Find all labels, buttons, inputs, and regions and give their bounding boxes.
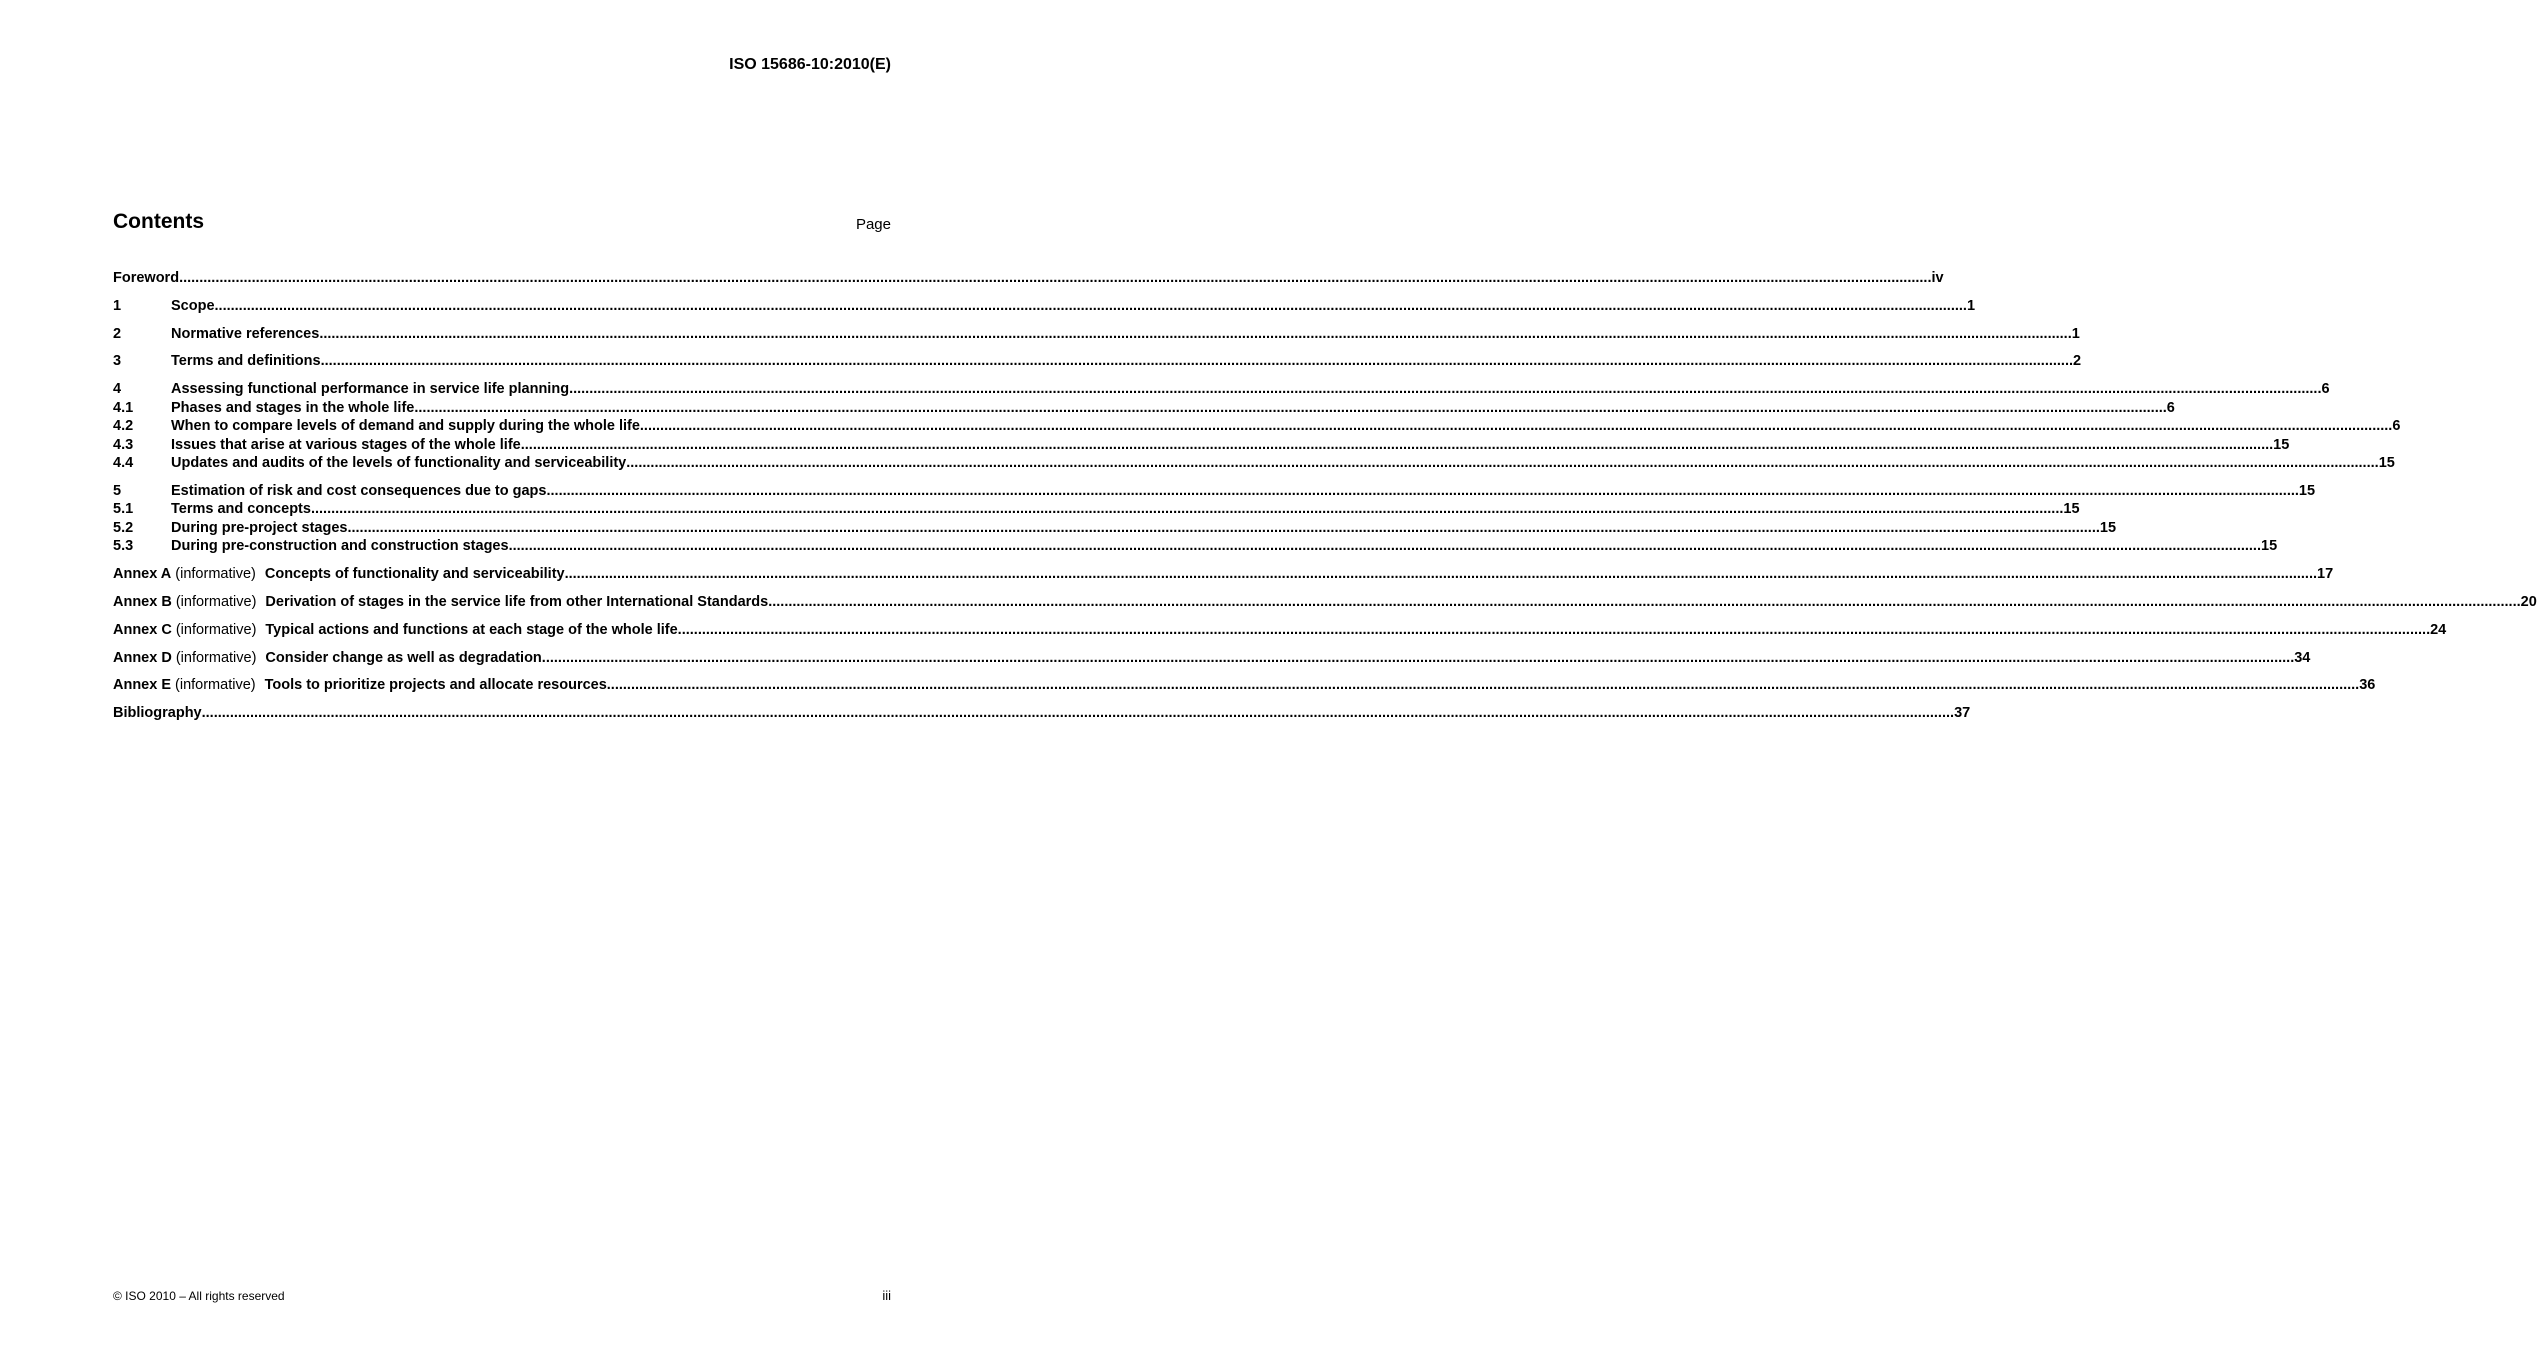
toc-entry-title: Assessing functional performance in service life planning	[171, 381, 570, 398]
toc-entry-page: 20	[2520, 594, 2537, 611]
toc-entry-scope[interactable]	[113, 297, 1976, 316]
toc-entry-number: 4.2	[113, 418, 134, 435]
toc-entry-section-4-4[interactable]	[113, 454, 2395, 473]
toc-entry-page: 37	[1954, 705, 1971, 722]
dot-leader	[542, 649, 2294, 668]
toc-entry-number: 4.1	[113, 399, 134, 416]
toc-entry-section-5-3[interactable]	[113, 537, 2278, 556]
dot-leader	[202, 704, 1954, 723]
annex-id: Annex E	[113, 677, 172, 694]
toc-entry-number: 5.1	[113, 501, 134, 518]
annex-id: Annex C	[113, 621, 172, 638]
toc-entry-title: Updates and audits of the levels of functionality and serviceability	[171, 455, 627, 472]
toc-entry-title: During pre-construction and construction stages	[171, 538, 509, 555]
toc-entry-number: 4.3	[113, 436, 134, 453]
toc-entry-section-4[interactable]	[113, 380, 2330, 399]
toc-entry-page: 15	[2273, 436, 2290, 453]
dot-leader	[546, 482, 2298, 501]
toc-entry-section-4-2[interactable]	[113, 417, 2401, 436]
toc-entry-title: Issues that arise at various stages of the whole life	[171, 436, 521, 453]
annex-id: Annex A	[113, 566, 172, 583]
toc-entry-number: 5.3	[113, 538, 134, 555]
toc-entry-page: 15	[2063, 501, 2080, 518]
dot-leader	[768, 593, 2520, 612]
toc-entry-section-5-2[interactable]	[113, 519, 2117, 538]
toc-entry-annex-e[interactable]	[113, 676, 2376, 695]
toc-entry-page: 15	[2378, 455, 2395, 472]
toc-entry-number: 2	[113, 325, 122, 342]
dot-leader	[509, 537, 2261, 556]
toc-entry-section-4-3[interactable]	[113, 436, 2290, 455]
toc-entry-number: 4.4	[113, 455, 134, 472]
dot-leader	[215, 297, 1967, 316]
toc-entry-page: 1	[2071, 325, 2080, 342]
toc-entry-title: Scope	[171, 297, 215, 314]
toc-entry-page: 1	[1966, 297, 1976, 314]
page-column-label: Page	[855, 216, 891, 233]
annex-kind: (informative)	[175, 566, 256, 583]
toc-entry-title: Tools to prioritize projects and allocate resources	[264, 677, 607, 694]
toc-entry-title: Foreword	[113, 270, 180, 286]
toc-entry-title: When to compare levels of demand and supply during the whole life	[171, 418, 640, 435]
toc-entry-page: 24	[2430, 621, 2447, 638]
toc-entry-page: 2	[2073, 353, 2082, 370]
toc-entry-annex-b[interactable]	[113, 593, 2537, 612]
dot-leader	[319, 325, 2071, 344]
toc-entry-title: Concepts of functionality and serviceability	[264, 566, 565, 583]
dot-leader	[565, 565, 2317, 584]
contents-heading: Contents	[113, 210, 204, 233]
page-number: iii	[882, 1288, 891, 1303]
toc-entry-number: 3	[113, 353, 122, 370]
toc-entry-annex-c[interactable]	[113, 621, 2447, 640]
toc-entry-number: 1	[113, 297, 122, 314]
toc-entry-page: 15	[2099, 519, 2117, 536]
dot-leader	[640, 417, 2392, 436]
toc-entry-page: 36	[2359, 677, 2376, 694]
toc-entry-page: 6	[2392, 418, 2401, 435]
toc-entry-annex-a[interactable]	[113, 565, 2334, 584]
toc-entry-title: Normative references	[171, 325, 320, 342]
toc-entry-title: Bibliography	[113, 705, 202, 722]
toc-entry-title: During pre-project stages	[171, 519, 348, 536]
dot-leader	[347, 519, 2099, 538]
toc-entry-title: Consider change as well as degradation	[265, 649, 542, 666]
dot-leader	[626, 454, 2378, 473]
annex-id: Annex B	[113, 594, 172, 611]
toc-entry-page: 6	[2321, 381, 2330, 398]
toc-entry-title: Estimation of risk and cost consequences due to gaps	[171, 482, 547, 499]
toc-entry-terms-and-definitions[interactable]	[113, 352, 2082, 371]
dot-leader	[521, 436, 2273, 455]
dot-leader	[569, 380, 2321, 399]
dot-leader	[321, 352, 2073, 371]
toc-entry-section-5-1[interactable]	[113, 500, 2080, 519]
toc-entry-page: 15	[2261, 538, 2278, 555]
standard-code: ISO 15686-10:2010(E)	[729, 56, 891, 73]
toc-entry-normative-references[interactable]	[113, 325, 2080, 344]
annex-id: Annex D	[113, 649, 172, 666]
toc-entry-title: Terms and concepts	[171, 501, 311, 518]
dot-leader	[678, 621, 2430, 640]
annex-kind: (informative)	[175, 621, 257, 638]
toc-entry-number: 5	[113, 482, 122, 499]
annex-kind: (informative)	[175, 677, 256, 694]
toc-entry-page: 34	[2294, 649, 2311, 666]
toc-entry-page: 15	[2298, 482, 2316, 499]
toc-entry-title: Phases and stages in the whole life	[171, 399, 415, 416]
dot-leader	[311, 500, 2063, 519]
toc-entry-foreword[interactable]	[113, 269, 1944, 288]
toc-entry-page: 17	[2317, 566, 2334, 583]
toc-entry-title: Terms and definitions	[171, 353, 321, 370]
toc-entry-number: 5.2	[113, 519, 134, 536]
annex-kind: (informative)	[175, 594, 257, 611]
dot-leader	[607, 676, 2359, 695]
annex-kind: (informative)	[175, 649, 257, 666]
toc-entry-page: iv	[1931, 270, 1944, 286]
copyright-notice: © ISO 2010 – All rights reserved	[113, 1289, 285, 1303]
toc-entry-title: Typical actions and functions at each stage of the whole life	[265, 621, 678, 638]
toc-entry-section-4-1[interactable]	[113, 399, 2175, 418]
dot-leader	[179, 269, 1931, 288]
toc-entry-number: 4	[113, 381, 122, 398]
toc-entry-annex-d[interactable]	[113, 649, 2311, 668]
toc-entry-section-5[interactable]	[113, 482, 2316, 501]
dot-leader	[414, 399, 2166, 418]
toc-entry-page: 6	[2166, 399, 2175, 416]
table-of-contents	[113, 269, 2537, 723]
toc-entry-bibliography[interactable]	[113, 704, 1971, 723]
toc-entry-title: Derivation of stages in the service life from other International Standards	[265, 594, 769, 611]
